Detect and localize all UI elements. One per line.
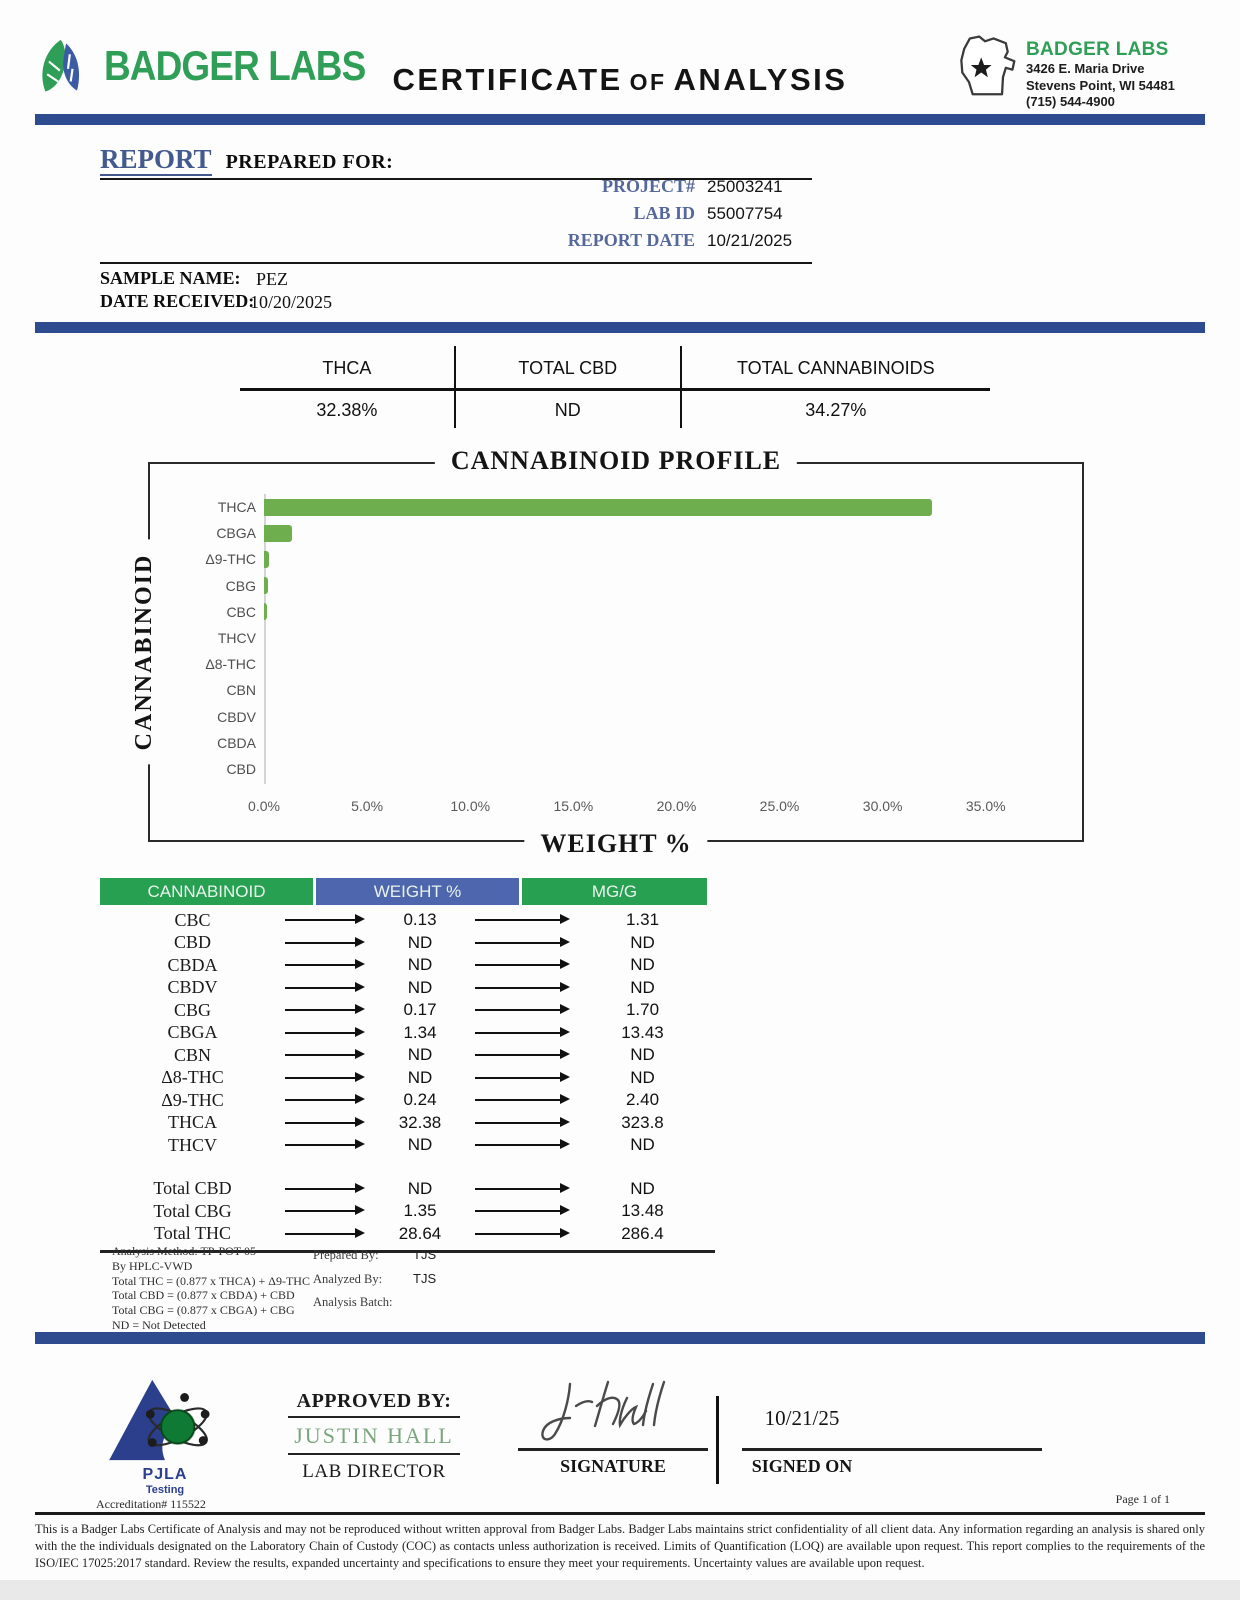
table-row xyxy=(100,1134,715,1157)
approval-divider xyxy=(716,1396,719,1484)
mgg-value: 286.4 xyxy=(621,1223,664,1243)
table-row xyxy=(100,1112,715,1135)
staff-row xyxy=(313,1295,436,1319)
summary-header-rule xyxy=(240,388,990,391)
arrow-icon xyxy=(475,1188,570,1190)
table-spacer xyxy=(100,1157,715,1178)
table-row xyxy=(100,1067,715,1090)
chart-row xyxy=(164,756,1060,782)
signature-image xyxy=(532,1374,692,1453)
signed-on-label: SIGNED ON xyxy=(751,1456,853,1476)
weight-value: 1.35 xyxy=(403,1201,437,1221)
summary-label: THCA xyxy=(322,358,372,378)
chart-bar-track xyxy=(264,629,1060,646)
chart-row xyxy=(164,730,1060,756)
chart-bar xyxy=(264,603,267,620)
cannabinoid-name: CBDV xyxy=(167,977,218,998)
cannabinoid-table xyxy=(100,878,715,1253)
chart-row xyxy=(164,494,1060,520)
summary-value: 34.27% xyxy=(805,400,867,420)
chart-row xyxy=(164,677,1060,703)
method-note-line: ND = Not Detected xyxy=(112,1317,206,1332)
arrow-icon xyxy=(475,1099,570,1101)
pjla-org-name: PJLA xyxy=(142,1466,188,1483)
table-row xyxy=(100,1022,715,1045)
summary-column xyxy=(680,346,990,428)
arrow-icon xyxy=(285,1077,365,1079)
cannabinoid-name: Total THC xyxy=(154,1223,231,1244)
arrow-icon xyxy=(285,1188,365,1190)
separator-bar-top xyxy=(35,114,1205,125)
arrow-icon xyxy=(285,1233,365,1235)
lab-address-block xyxy=(1026,39,1175,111)
chart-category-label: CBN xyxy=(226,682,256,699)
chart-category-label: CBC xyxy=(226,603,256,620)
chart-category-label: CBG xyxy=(225,577,256,594)
table-row xyxy=(100,1178,715,1201)
chart-category-label: THCV xyxy=(217,629,256,646)
summary-column xyxy=(454,346,680,428)
lab-name: BADGER LABS xyxy=(1026,39,1169,60)
chart-bar xyxy=(264,499,932,516)
cannabinoid-name: CBD xyxy=(173,932,211,953)
disclaimer-text: This is a Badger Labs Certificate of Analysis and may not be reproduced without written approval from Badger Labs. Badger Labs maintains strict confidentiality of all client data. Any information regarding an analysis is shared only with the the individuals designated on the Laboratory Chain of Custody (COC) as contacts unless authorization is received. Limits of Quantification (LOQ) are available upon request. This report complies to the requirements of the ISO/IEC 17025:2017 standard. Review the results, expanded uncertainty and specifications to ensure they meet your requirements. Uncertainty values are available upon request. xyxy=(35,1522,1205,1570)
chart-category-label: Δ8-THC xyxy=(205,656,256,673)
title-part1: CERTIFICATE xyxy=(392,62,623,97)
chart-bar-track xyxy=(264,682,1060,699)
chart-category-label: Δ9-THC xyxy=(205,551,256,568)
arrow-icon xyxy=(475,1032,570,1034)
staff-row xyxy=(313,1271,436,1295)
analysis-method-notes xyxy=(112,1244,310,1333)
chart-bar xyxy=(264,525,292,542)
arrow-icon xyxy=(475,964,570,966)
weight-value: 0.17 xyxy=(403,1000,437,1020)
approved-by-block xyxy=(288,1390,460,1483)
chart-bar-track xyxy=(264,525,1060,542)
chart-row xyxy=(164,546,1060,572)
weight-value: ND xyxy=(407,1067,433,1087)
table-header-cannabinoid: CANNABINOID xyxy=(100,878,313,905)
mgg-value: ND xyxy=(630,1067,655,1087)
sample-name-label: SAMPLE NAME: xyxy=(100,268,241,288)
table-row xyxy=(100,909,715,932)
arrow-icon xyxy=(285,1099,365,1101)
cannabinoid-name: CBDA xyxy=(167,954,218,975)
chart-bar-track xyxy=(264,734,1060,751)
signature-label: SIGNATURE xyxy=(560,1456,666,1476)
badger-labs-leaf-icon xyxy=(36,38,100,101)
chart-bar-track xyxy=(264,551,1060,568)
table-row xyxy=(100,1223,715,1246)
chart-category-label: CBDV xyxy=(217,708,256,725)
arrow-icon xyxy=(475,1122,570,1124)
chart-tick-label: 25.0% xyxy=(759,798,800,814)
lab-address-line2: Stevens Point, WI 54481 xyxy=(1026,77,1175,93)
weight-value: ND xyxy=(407,932,433,952)
separator-bar-middle xyxy=(35,322,1205,333)
accreditation-number: Accreditation# 115522 xyxy=(96,1497,206,1511)
report-field-value: 25003241 xyxy=(707,177,783,196)
signed-on-line xyxy=(742,1448,1042,1451)
staff-row xyxy=(313,1247,436,1271)
chart-category-label: CBD xyxy=(226,760,256,777)
arrow-icon xyxy=(475,942,570,944)
chart-tick-label: 20.0% xyxy=(656,798,697,814)
cannabinoid-name: CBGA xyxy=(167,1022,218,1043)
chart-bar-track xyxy=(264,577,1060,594)
chart-bar-track xyxy=(264,760,1060,777)
approved-by-label: APPROVED BY: xyxy=(288,1390,460,1418)
cannabinoid-name: THCA xyxy=(168,1112,217,1133)
weight-value: 0.13 xyxy=(403,910,437,930)
weight-value: ND xyxy=(407,977,433,997)
chart-bar xyxy=(264,551,269,568)
arrow-icon xyxy=(285,1054,365,1056)
summary-value: ND xyxy=(554,400,581,420)
staff-value: TJS xyxy=(413,1271,437,1286)
arrow-icon xyxy=(285,942,365,944)
report-field-label: LAB ID xyxy=(633,203,695,223)
arrow-icon xyxy=(285,1009,365,1011)
staff-value: TJS xyxy=(413,1247,437,1262)
arrow-icon xyxy=(285,1122,365,1124)
pjla-accreditation-logo xyxy=(100,1372,230,1471)
chart-row xyxy=(164,573,1060,599)
chart-bar xyxy=(264,577,268,594)
cannabinoid-name: Δ8-THC xyxy=(161,1067,224,1088)
approver-name: JUSTIN HALL xyxy=(288,1418,460,1455)
chart-bar-track xyxy=(264,603,1060,620)
weight-value: 0.24 xyxy=(403,1090,437,1110)
report-field-label: PROJECT# xyxy=(601,176,695,196)
mgg-value: ND xyxy=(630,1135,655,1155)
report-field-row xyxy=(100,203,800,230)
cannabinoid-name: THCV xyxy=(168,1134,217,1155)
table-row xyxy=(100,954,715,977)
mgg-value: ND xyxy=(630,1178,655,1198)
method-note-line: Total CBG = (0.877 x CBGA) + CBG xyxy=(112,1303,295,1318)
mgg-value: 323.8 xyxy=(621,1112,664,1132)
mgg-value: 1.31 xyxy=(625,910,660,930)
date-received-value: 10/20/2025 xyxy=(250,292,333,312)
signed-on-date: 10/21/25 xyxy=(764,1406,840,1430)
divider-line xyxy=(100,262,812,264)
title-of: OF xyxy=(629,69,667,95)
mgg-value: 2.40 xyxy=(625,1090,660,1110)
mgg-value: ND xyxy=(630,1045,655,1065)
arrow-icon xyxy=(285,919,365,921)
chart-rows xyxy=(164,494,1060,782)
brand-wordmark: BADGER LABS xyxy=(104,42,366,89)
title-part2: ANALYSIS xyxy=(673,62,848,97)
cannabinoid-name: Total CBG xyxy=(153,1200,232,1221)
weight-value: 32.38 xyxy=(398,1112,442,1132)
staff-notes xyxy=(313,1247,436,1319)
arrow-icon xyxy=(475,987,570,989)
mgg-value: ND xyxy=(630,955,655,975)
weight-value: ND xyxy=(407,1135,433,1155)
chart-y-axis-label: CANNABINOID xyxy=(131,540,158,765)
chart-row xyxy=(164,599,1060,625)
approver-title: LAB DIRECTOR xyxy=(302,1461,446,1482)
mgg-value: ND xyxy=(630,932,655,952)
chart-row xyxy=(164,520,1060,546)
mgg-value: ND xyxy=(630,977,655,997)
separator-bar-bottom xyxy=(35,1332,1205,1344)
footer-rule xyxy=(35,1512,1205,1515)
arrow-icon xyxy=(475,1233,570,1235)
arrow-icon xyxy=(285,1144,365,1146)
report-fields xyxy=(100,176,800,257)
arrow-icon xyxy=(475,1210,570,1212)
lab-address-line1: 3426 E. Maria Drive xyxy=(1026,61,1145,76)
arrow-icon xyxy=(475,1144,570,1146)
chart-tick-label: 0.0% xyxy=(248,798,280,814)
arrow-icon xyxy=(475,919,570,921)
report-field-value: 10/21/2025 xyxy=(707,231,793,250)
signature-line xyxy=(518,1448,708,1451)
page-number: Page 1 of 1 xyxy=(1115,1492,1170,1506)
chart-category-label: CBGA xyxy=(216,525,256,542)
method-note-line: Total THC = (0.877 x THCA) + Δ9-THC xyxy=(112,1273,310,1288)
pjla-testing-label: Testing xyxy=(145,1484,185,1496)
arrow-icon xyxy=(475,1077,570,1079)
mgg-value: 1.70 xyxy=(625,1000,660,1020)
chart-category-label: THCA xyxy=(217,499,256,515)
chart-tick-label: 10.0% xyxy=(450,798,491,814)
report-field-row xyxy=(100,176,800,203)
method-note-line: Analysis Method: TP-POT-05 xyxy=(112,1244,257,1258)
prepared-for-text: PREPARED FOR: xyxy=(225,151,394,173)
arrow-icon xyxy=(285,1210,365,1212)
table-row xyxy=(100,977,715,1000)
table-header-mgg: MG/G xyxy=(522,878,707,905)
chart-tick-label: 30.0% xyxy=(862,798,903,814)
cannabinoid-name: CBN xyxy=(173,1044,211,1065)
arrow-icon xyxy=(475,1009,570,1011)
staff-label: Prepared By: xyxy=(313,1248,379,1262)
table-row xyxy=(100,932,715,955)
chart-bar-track xyxy=(264,656,1060,673)
summary-column xyxy=(240,346,454,428)
arrow-icon xyxy=(285,1032,365,1034)
table-row xyxy=(100,999,715,1022)
chart-category-label: CBDA xyxy=(217,734,256,751)
report-field-value: 55007754 xyxy=(707,204,783,223)
mgg-value: 13.48 xyxy=(621,1201,664,1221)
table-body xyxy=(100,909,715,1245)
report-field-label: REPORT DATE xyxy=(567,230,695,250)
arrow-icon xyxy=(475,1054,570,1056)
chart-tick-label: 35.0% xyxy=(965,798,1006,814)
cannabinoid-name: Δ9-THC xyxy=(161,1089,224,1110)
chart-title: CANNABINOID PROFILE xyxy=(435,446,797,476)
report-word: REPORT xyxy=(100,144,212,174)
weight-value: ND xyxy=(407,955,433,975)
method-note-line: Total CBD = (0.877 x CBDA) + CBD xyxy=(112,1288,295,1303)
chart-row xyxy=(164,704,1060,730)
weight-value: 1.34 xyxy=(403,1022,437,1042)
weight-value: ND xyxy=(407,1045,433,1065)
chart-row xyxy=(164,625,1060,651)
sample-name-value: PEZ xyxy=(256,269,289,289)
summary-value: 32.38% xyxy=(316,400,378,420)
table-row xyxy=(100,1044,715,1067)
chart-tick-label: 5.0% xyxy=(351,798,384,814)
chart-x-axis-label: WEIGHT % xyxy=(524,829,707,859)
arrow-icon xyxy=(285,964,365,966)
summary-label: TOTAL CBD xyxy=(518,358,618,378)
chart-bar-track xyxy=(264,708,1060,725)
table-header-row xyxy=(100,878,715,905)
cannabinoid-name: CBC xyxy=(174,909,211,930)
report-field-row xyxy=(100,230,800,257)
lab-phone: (715) 544-4900 xyxy=(1026,94,1115,109)
staff-label: Analyzed By: xyxy=(313,1272,383,1286)
table-row xyxy=(100,1089,715,1112)
summary-label: TOTAL CANNABINOIDS xyxy=(736,358,935,378)
chart-ticks xyxy=(248,798,1060,818)
cannabinoid-name: CBG xyxy=(173,999,211,1020)
report-prepared-heading xyxy=(100,144,812,180)
wisconsin-state-icon xyxy=(950,28,1020,105)
chart-tick-label: 15.0% xyxy=(553,798,594,814)
staff-label: Analysis Batch: xyxy=(313,1295,393,1309)
weight-value: ND xyxy=(407,1178,433,1198)
date-received-label: DATE RECEIVED: xyxy=(100,291,255,311)
mgg-value: 13.43 xyxy=(621,1022,664,1042)
summary-table xyxy=(240,346,990,428)
cannabinoid-profile-chart xyxy=(131,446,1084,858)
chart-row xyxy=(164,651,1060,677)
scan-edge-strip xyxy=(0,1580,1240,1600)
page-title xyxy=(310,62,930,98)
chart-bar-track xyxy=(264,499,1060,516)
arrow-icon xyxy=(285,987,365,989)
weight-value: 28.64 xyxy=(398,1223,442,1243)
method-note-line: By HPLC-VWD xyxy=(112,1258,193,1273)
table-row xyxy=(100,1200,715,1223)
table-header-weight: WEIGHT % xyxy=(316,878,519,905)
cannabinoid-name: Total CBD xyxy=(153,1178,232,1199)
